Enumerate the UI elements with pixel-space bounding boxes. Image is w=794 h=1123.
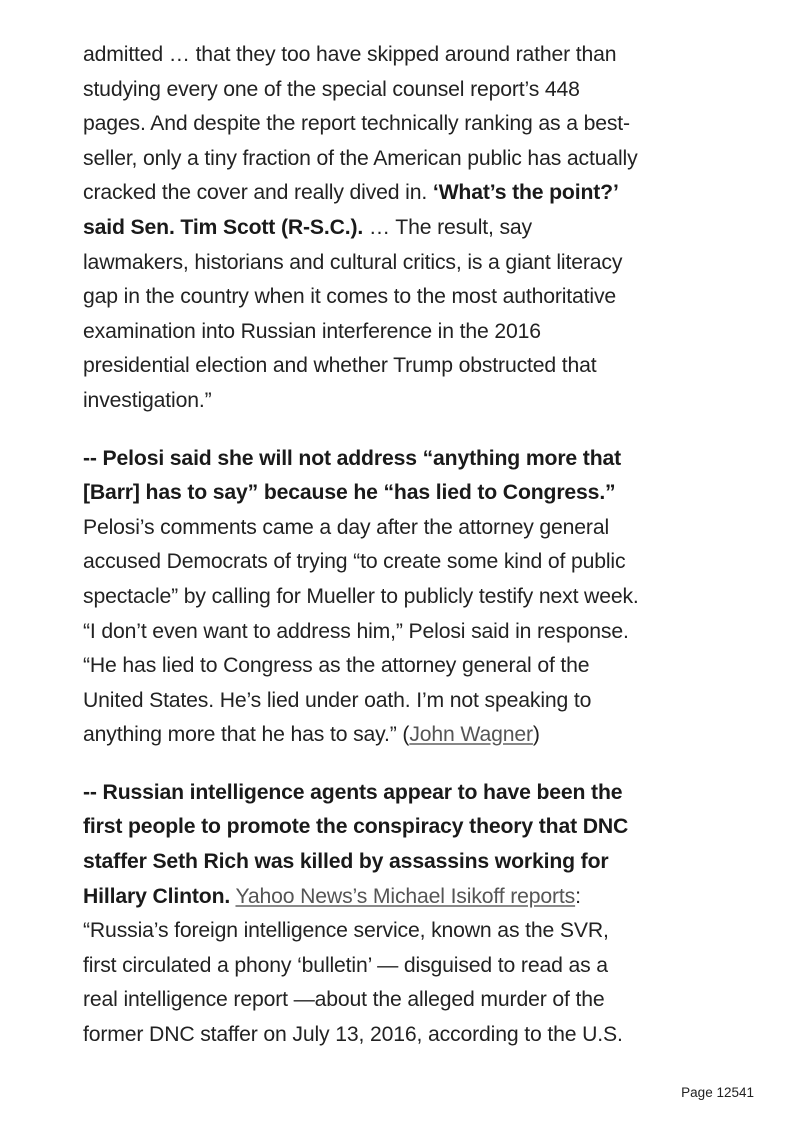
- text-line: “He has lied to Congress as the attorney general of the: [83, 654, 590, 678]
- headline-run: Hillary Clinton.: [83, 884, 231, 908]
- text-line: pages. And despite the report technically ranking as a best-: [83, 112, 630, 136]
- source-link-yahoo-news[interactable]: Yahoo News’s Michael Isikoff reports: [235, 884, 576, 908]
- text-line: seller, only a tiny fraction of the American public has actually: [83, 146, 638, 170]
- text-line: examination into Russian interference in the 2016: [83, 319, 541, 343]
- text-line: gap in the country when it comes to the most authoritative: [83, 285, 617, 309]
- headline-line: -- Russian intelligence agents appear to have been the: [83, 780, 623, 804]
- text-line: [83, 718, 733, 753]
- author-link-john-wagner[interactable]: John Wagner: [409, 723, 533, 747]
- headline-line: [Barr] has to say” because he “has lied to Congress.”: [83, 481, 616, 505]
- text-run: … The result, say: [363, 215, 532, 239]
- text-line: first circulated a phony ‘bulletin’ — disguised to read as a: [83, 953, 608, 977]
- text-line: “I don’t even want to address him,” Pelosi said in response.: [83, 619, 629, 643]
- bold-quote: ‘What’s the point?’: [432, 181, 619, 205]
- text-line: United States. He’s lied under oath. I’m not speaking to: [83, 688, 592, 712]
- page-number: Page 12541: [681, 1085, 754, 1100]
- text-line: lawmakers, historians and cultural critics, is a giant literacy: [83, 250, 623, 274]
- headline-line: first people to promote the conspiracy theory that DNC: [83, 815, 629, 839]
- headline-line: staffer Seth Rich was killed by assassins working for: [83, 850, 609, 874]
- text-line: admitted … that they too have skipped around rather than: [83, 43, 617, 66]
- text-line: studying every one of the special counsel report’s 448: [83, 77, 580, 101]
- text-line: spectacle” by calling for Mueller to publicly testify next week.: [83, 584, 639, 608]
- text-line: former DNC staffer on July 13, 2016, according to the U.S.: [83, 1023, 623, 1047]
- text-line: [83, 880, 733, 915]
- bold-quote-attribution: said Sen. Tim Scott (R-S.C.).: [83, 215, 364, 239]
- text-line: presidential election and whether Trump obstructed that: [83, 354, 597, 378]
- article-body: [83, 38, 733, 1053]
- text-line: [83, 211, 733, 246]
- text-line: real intelligence report —about the alleged murder of the: [83, 988, 605, 1012]
- paragraph-literacy-gap: [83, 38, 733, 419]
- paragraph-pelosi: [83, 442, 733, 753]
- text-run: ): [532, 723, 540, 747]
- headline-line: -- Pelosi said she will not address “anything more that: [83, 446, 622, 470]
- text-line: Pelosi’s comments came a day after the attorney general: [83, 515, 610, 539]
- text-run: :: [575, 884, 581, 908]
- text-run: anything more that he has to say.” (: [83, 723, 410, 747]
- text-line: accused Democrats of trying “to create some kind of public: [83, 550, 626, 574]
- paragraph-seth-rich: [83, 776, 733, 1053]
- text-line: investigation.”: [83, 388, 212, 412]
- text-run: cracked the cover and really dived in.: [83, 181, 433, 205]
- text-line: “Russia’s foreign intelligence service, known as the SVR,: [83, 919, 609, 943]
- text-line: [83, 176, 733, 211]
